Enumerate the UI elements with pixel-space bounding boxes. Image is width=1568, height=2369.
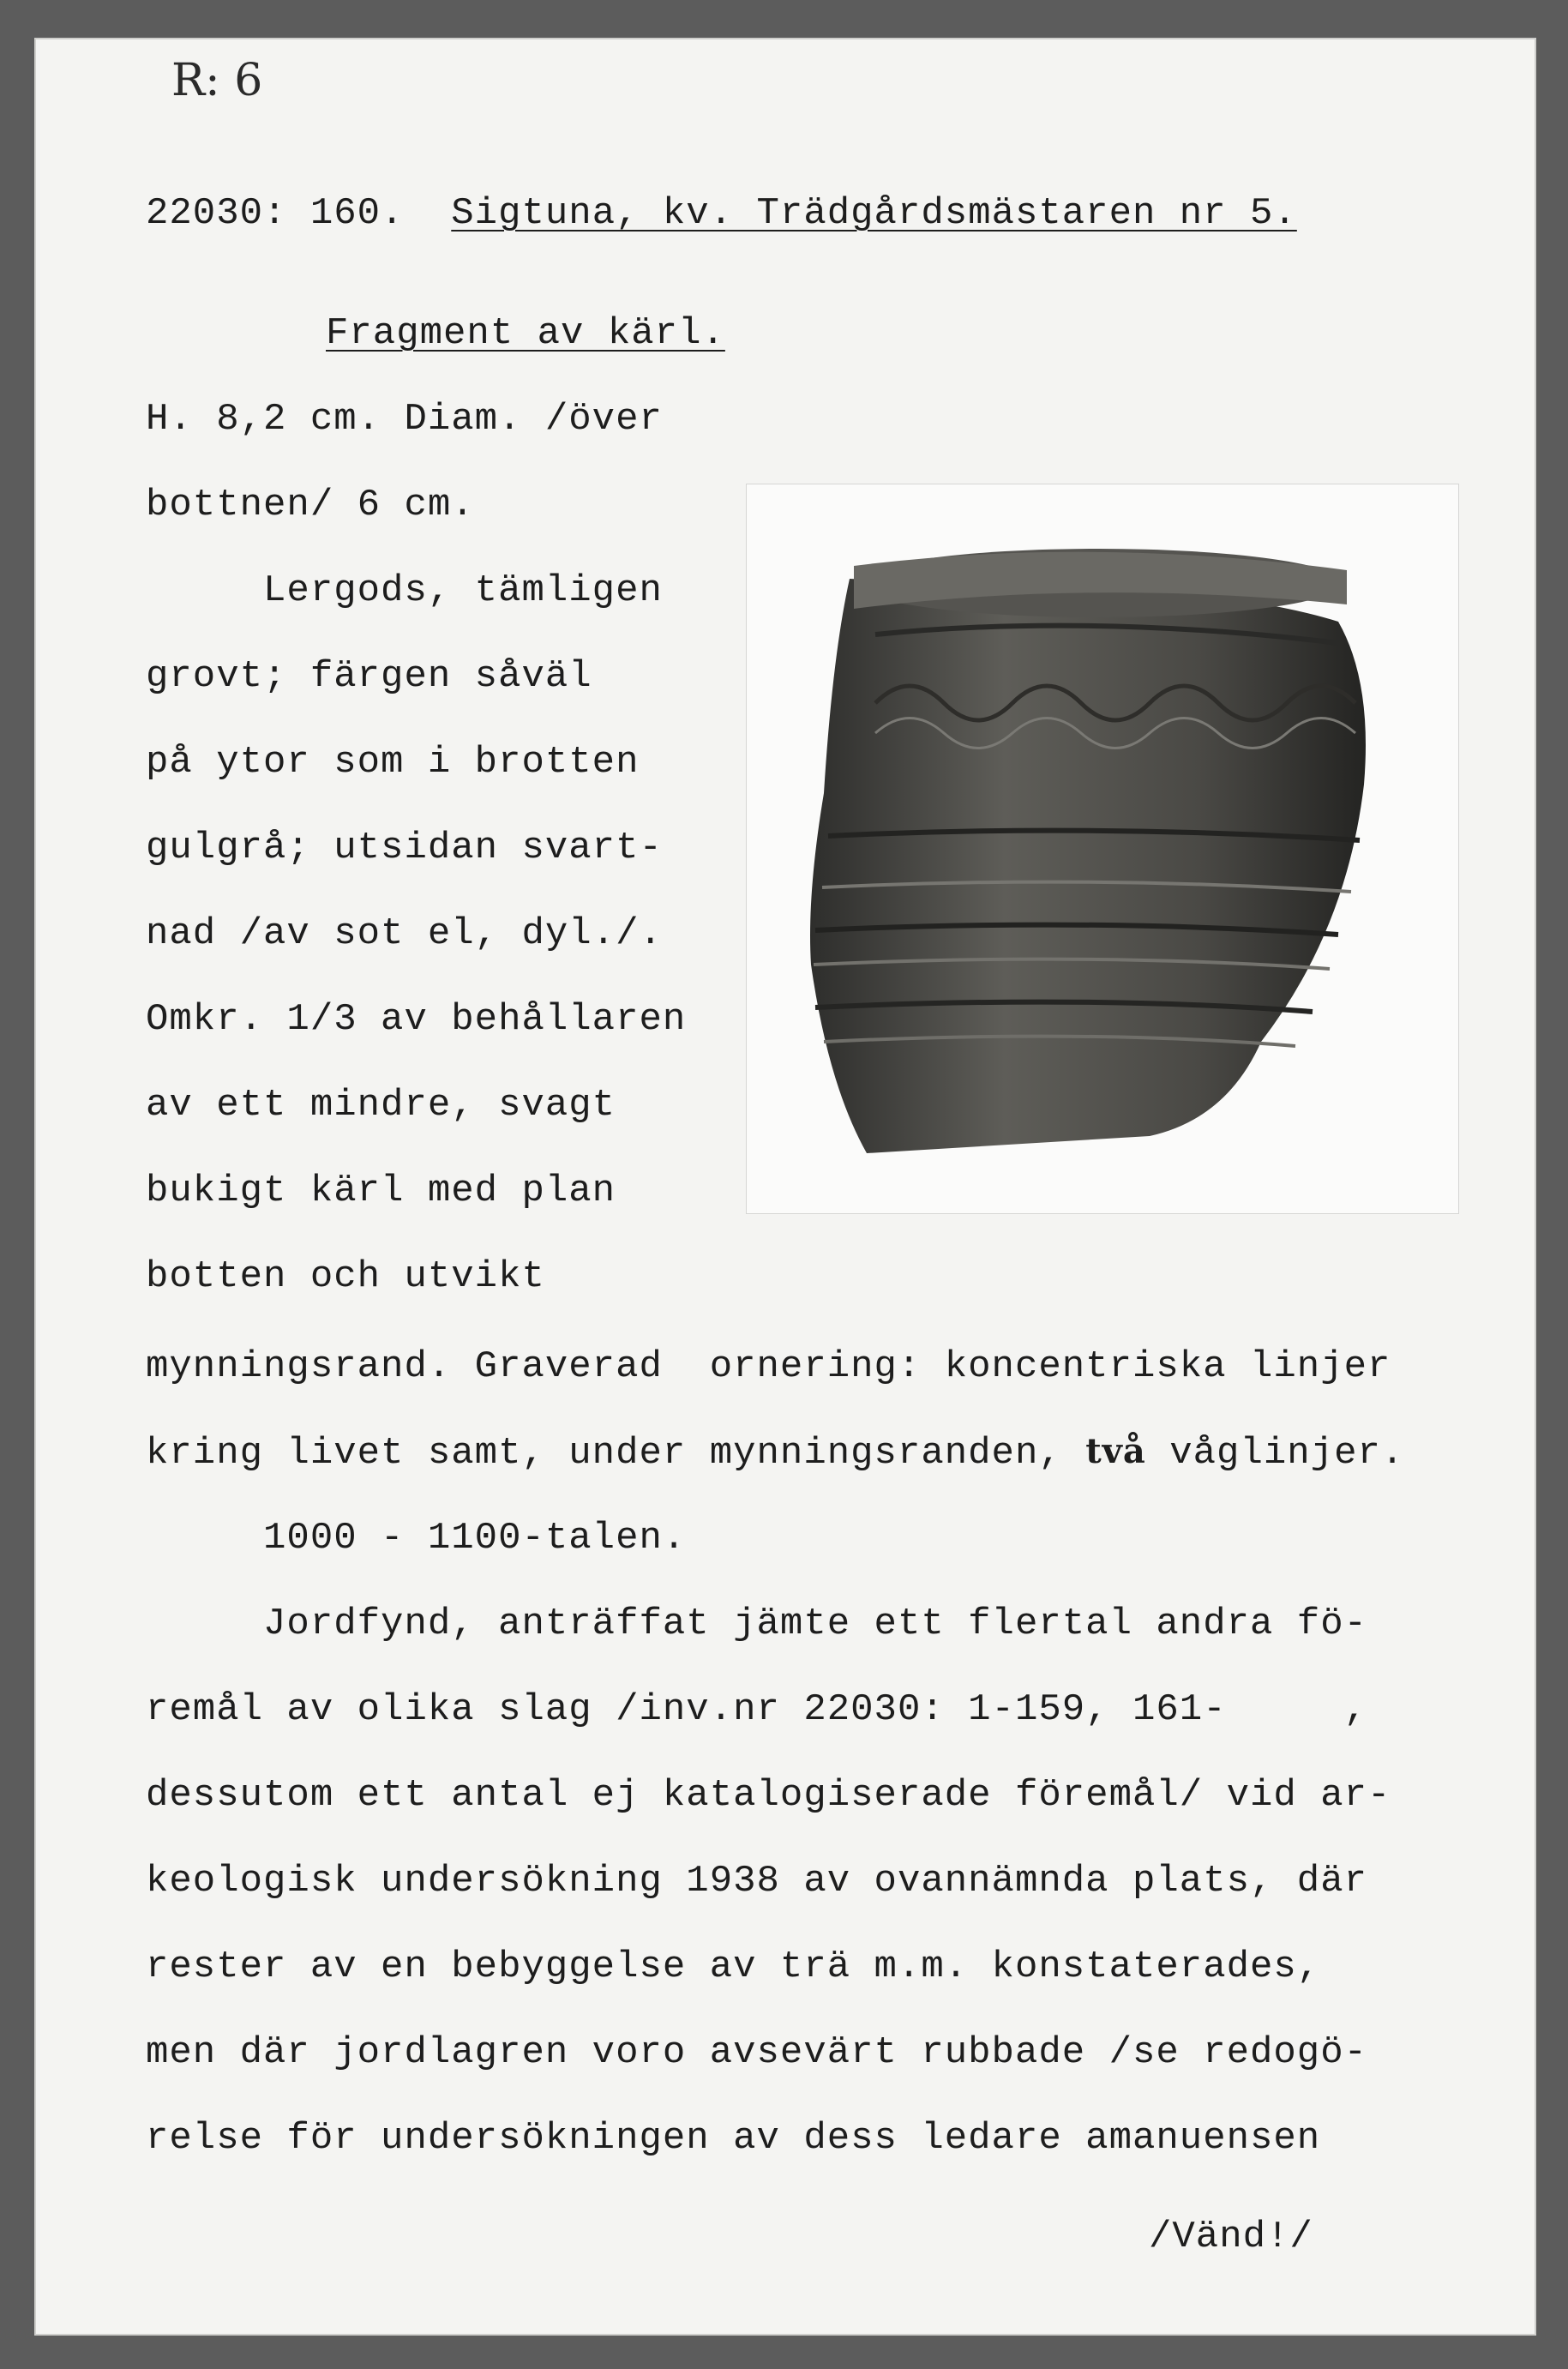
object-title: Fragment av kärl. — [326, 312, 725, 355]
text-line: 1000 - 1100-talen. — [146, 1517, 687, 1560]
text-line: bukigt kärl med plan — [146, 1169, 616, 1212]
text-segment: kring livet samt, under mynningsranden, — [146, 1432, 1062, 1475]
text-line: Omkr. 1/3 av behållaren — [146, 998, 687, 1041]
card-header — [146, 192, 1297, 235]
text-line: keologisk undersökning 1938 av ovannämnda plats, där — [146, 1860, 1368, 1903]
text-line: men där jordlagren voro avsevärt rubbade /se redogö- — [146, 2031, 1368, 2074]
text-line: Lergods, tämligen — [146, 569, 663, 612]
catalog-card — [34, 38, 1536, 2336]
text-line: botten och utvikt — [146, 1255, 545, 1298]
text-line: relse för undersökningen av dess ledare amanuensen — [146, 2117, 1321, 2160]
text-line: H. 8,2 cm. Diam. /över — [146, 398, 663, 441]
pottery-photo — [746, 484, 1459, 1214]
text-line: på ytor som i brotten — [146, 741, 640, 784]
text-segment: våglinjer. — [1169, 1432, 1405, 1475]
text-line — [146, 1431, 1404, 1475]
text-line: remål av olika slag /inv.nr 22030: 1-159, 161- , — [146, 1688, 1368, 1731]
handwritten-insert: två — [1085, 1431, 1146, 1471]
text-line: mynningsrand. Graverad ornering: koncentriska linjer — [146, 1345, 1391, 1388]
text-line: dessutom ett antal ej katalogiserade föremål/ vid ar- — [146, 1774, 1391, 1817]
site-name: Sigtuna, kv. Trädgårdsmästaren nr 5. — [451, 192, 1297, 235]
text-line: bottnen/ 6 cm. — [146, 484, 475, 526]
text-line: gulgrå; utsidan svart- — [146, 827, 663, 869]
text-line: rester av en bebyggelse av trä m.m. konstaterades, — [146, 1945, 1321, 1988]
text-line: nad /av sot el, dyl./. — [146, 912, 663, 955]
text-line: av ett mindre, svagt — [146, 1084, 616, 1127]
catalog-number: 22030: 160. — [146, 192, 405, 235]
vessel-fragment-image — [747, 484, 1458, 1213]
text-line: Jordfynd, anträffat jämte ett flertal andra fö- — [146, 1602, 1368, 1645]
turn-over-note: /Vänd!/ — [1149, 2216, 1313, 2258]
handwritten-reference: R: 6 — [171, 55, 263, 106]
text-line: grovt; färgen såväl — [146, 655, 592, 698]
